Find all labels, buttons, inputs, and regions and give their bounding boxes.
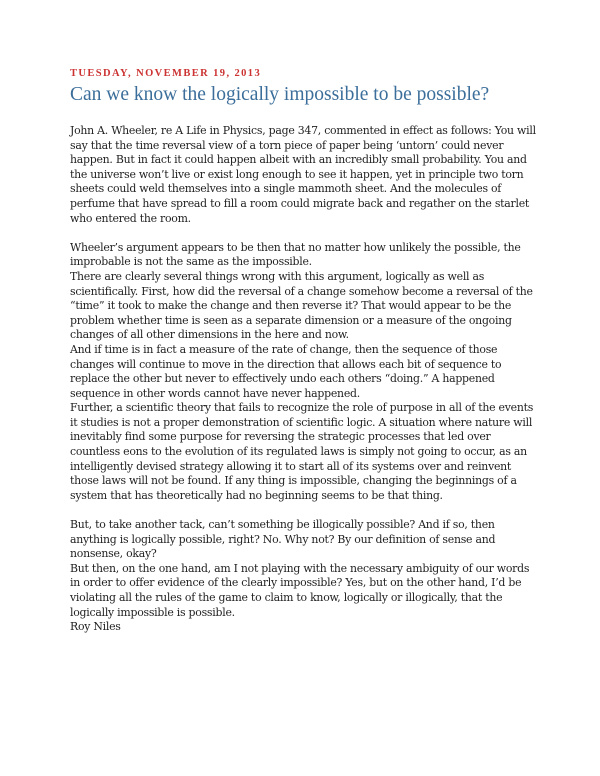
paragraph-ambiguity: But then, on the one hand, am I not playing with the necessary ambiguity of our words in order to offer evidence of the clearly impossible? Yes, but on the other hand, I’d be violating all the rules of the game to claim to know, logically or illogically, that the logically impossible is possible.	[70, 561, 530, 619]
paragraph-problems: There are clearly several things wrong with this argument, logically as well as scientifically. First, how did the reversal of a change somehow become a reversal of the “time” it took to make the change and then reverse it? That would appear to be the problem whether time is seen as a separate dimension or a measure of the ongoing changes of all other dimensions in the here and now.	[70, 269, 533, 342]
paragraph-argument: Wheeler’s argument appears to be then that no matter how unlikely the possible, the improbable is not the same as the impossible.	[70, 240, 521, 269]
author-signature: Roy Niles	[70, 620, 121, 634]
paragraph-illogically-possible: But, to take another tack, can’t something be illogically possible? And if so, then anything is logically possible, right? No. Why not? By our definition of sense and nonsense, okay?	[70, 518, 496, 561]
post-title[interactable]: Can we know the logically impossible to be possible?	[70, 84, 490, 105]
post-body	[70, 124, 540, 635]
date-header: TUESDAY, NOVEMBER 19, 2013	[70, 68, 262, 79]
blog-post	[70, 68, 540, 635]
paragraph-wheeler-quote: John A. Wheeler, re A Life in Physics, page 347, commented in effect as follows: You will say that the time reversal view of a torn piece of paper being ‘untorn’ could never happen. But in fact it could happen albeit with an incredibly small probability. You and the universe won’t live or exist long enough to see it happen, yet in principle two torn sheets could weld themselves into a single mammoth sheet. And the molecules of perfume that have spread to fill a room could migrate back and regather on the starlet who entered the room.	[70, 124, 536, 225]
paragraph-rate-of-change: And if time is in fact a measure of the rate of change, then the sequence of those changes will continue to move in the direction that allows each bit of sequence to replace the other but never to effectively undo each others “doing.” A happened sequence in other words cannot have never happened.	[70, 342, 502, 400]
paragraph-purpose: Further, a scientific theory that fails to recognize the role of purpose in all of the events it studies is not a proper demonstration of scientific logic. A situation where nature will inevitably find some purpose for reversing the strategic processes that led over countless eons to the evolution of its regulated laws is simply not going to occur, as an intelligently devised strategy allowing it to start all of its systems over and reinvent those laws will not be found. If any thing is impossible, changing the beginnings of a system that has theoretically had no beginning seems to be that thing.	[70, 401, 534, 502]
